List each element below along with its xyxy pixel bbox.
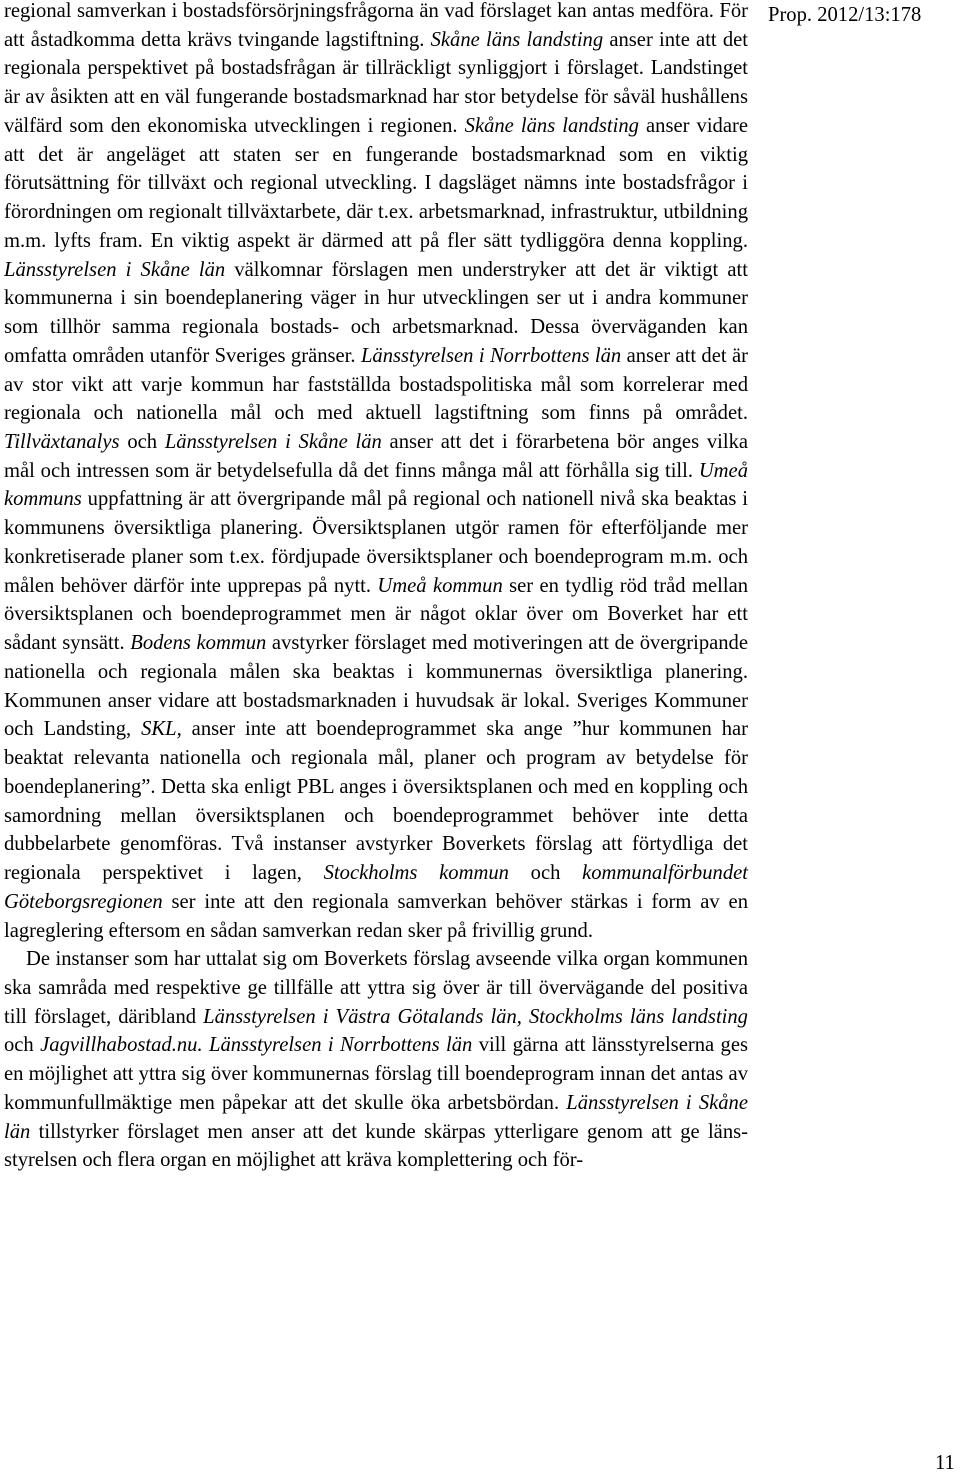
institution-name: kommunalförbundet Göteborgsregionen: [4, 862, 748, 913]
text-run: De instanser som har uttalat sig om Boverkets förslag avseende vilka organ kommunen ska samråda med respektive ge tillfälle att yttra sig över är till övervägande del positiva till förslaget, däribland: [4, 948, 748, 1028]
text-run: tillstyrker förslaget men anser att det kunde skärpas ytterligare genom att ge länsstyrelsen och flera organ en möjlighet att kräva komplettering och för-: [4, 1120, 748, 1172]
text-run: anser vidare att det är angeläget att staten ser en fungerande bostadsmarknad som en viktig förutsättning för tillväxt och regional utveckling. I dagsläget nämns inte bostadsfrågor i förordningen om regionalt tillväxtarbete, där t.ex. arbetsmarknad, infrastruktur, utbildning m.m. lyfts fram. En viktig aspekt är därmed att på fler sätt tydliggöra denna koppling.: [4, 114, 748, 252]
institution-name: Skåne läns landsting: [430, 28, 604, 51]
paragraph-2: [4, 945, 748, 1175]
institution-name: Bodens kommun: [130, 632, 267, 655]
text-run: och: [4, 1034, 41, 1057]
institution-name: Länsstyrelsen i Skåne län: [4, 1091, 748, 1143]
institution-name: Länsstyrelsen i Skåne län: [4, 258, 226, 281]
text-run: anser inte att det regionala perspektivet på bostadsfrågan är tillräckligt synliggjort i förslaget. Landstinget är av åsikten att en väl fungerande bostadsmarknad har stor betydelse för såväl hushållens välfärd som den ekonomiska utvecklingen i regionen.: [4, 28, 748, 137]
institution-name: Umeå kommun: [377, 574, 503, 597]
text-run: uppfattning är att övergripande mål på regional och nationell nivå ska beaktas i kommunens översiktliga planering. Översiktsplanen utgör ramen för efterföljande mer konkretiserade planer som t.ex. fördjupade översiktsplaner och boendeprogram m.m. och målen behöver därför inte upprepas på nytt.: [4, 488, 748, 597]
institution-name: Umeå kommuns: [4, 459, 748, 511]
text-run: anser att det är av stor vikt att varje kommun har fastställda bostadspolitiska mål som korrelerar med regionala och nationella mål och med aktuell lagstiftning som finns på området.: [4, 344, 748, 425]
body-text: [4, 0, 748, 1175]
text-run: ser inte att den regionala samverkan behöver stärkas i form av en lagreglering eftersom en sådan samverkan redan sker på frivillig grund.: [4, 890, 748, 942]
text-run: och: [119, 431, 165, 454]
paragraph-1: [4, 0, 748, 945]
text-run: välkomnar förslagen men understryker att det är viktigt att kommunerna i sin boendeplanering väger in hur utvecklingen ser ut i andra kommuner som tillhör samma regionala bostads- och arbetsmarknad. Dessa överväganden kan omfatta områden utanför Sveriges gränser.: [4, 258, 748, 367]
text-run: anser inte att boendeprogrammet ska ange ”hur kommunen har beaktat relevanta nationella och regionala mål, planer och program av betydelse för boendeplanering”. Detta ska enligt PBL anges i översiktsplanen och med en koppling och samordning mellan översiktsplanen och boendeprogrammet behöver inte detta dubbelarbete genomföras. Två instanser avstyrker Boverkets förslag att förtydliga det regionala perspektivet i lagen,: [4, 718, 748, 885]
institution-name: SKL,: [141, 718, 182, 741]
text-run: anser att det i förarbetena bör anges vilka mål och intressen som är betydelsefulla då det finns många mål att förhålla sig till.: [4, 431, 749, 482]
text-run: ser en tydlig röd tråd mellan översiktsplanen och boendeprogrammet men är något oklar över om Boverket har ett sådant synsätt.: [4, 574, 749, 655]
page-number: 11: [935, 1452, 955, 1474]
text-run: avstyrker förslaget med motiveringen att de övergripande nationella och regionala målen ska beaktas i kommunernas översiktliga planering. Kommunen anser vidare att bostadsmarknaden i huvudsak är lokal. Sveriges Kommuner och Landsting,: [4, 632, 748, 741]
institution-name: Länsstyrelsen i Skåne län: [164, 431, 382, 454]
text-run: regional samverkan i bostadsförsörjningsfrågorna än vad förslaget kan antas medföra. För att åstadkomma detta krävs tvingande lagstiftning.: [4, 0, 748, 51]
institution-name: Tillväxtanalys: [4, 431, 120, 454]
text-run: vill gärna att länsstyrelserna ges en möjlighet att yttra sig över kommunernas förslag till boendeprogram innan det antas av kommunfullmäktige men påpekar att det skulle öka arbetsbördan.: [4, 1034, 748, 1114]
institution-name: Länsstyrelsen i Norrbottens län: [360, 344, 622, 367]
institution-name: Stockholms kommun: [323, 862, 509, 885]
institution-name: Länsstyrelsen i Västra Götalands län, Stockholms läns landsting: [203, 1005, 748, 1028]
proposition-reference: Prop. 2012/13:178: [768, 4, 922, 26]
institution-name: Skåne läns landsting: [464, 114, 639, 137]
text-run: och: [508, 862, 583, 885]
institution-name: Jagvillhabostad.nu. Länsstyrelsen i Norrbottens län: [40, 1034, 473, 1057]
